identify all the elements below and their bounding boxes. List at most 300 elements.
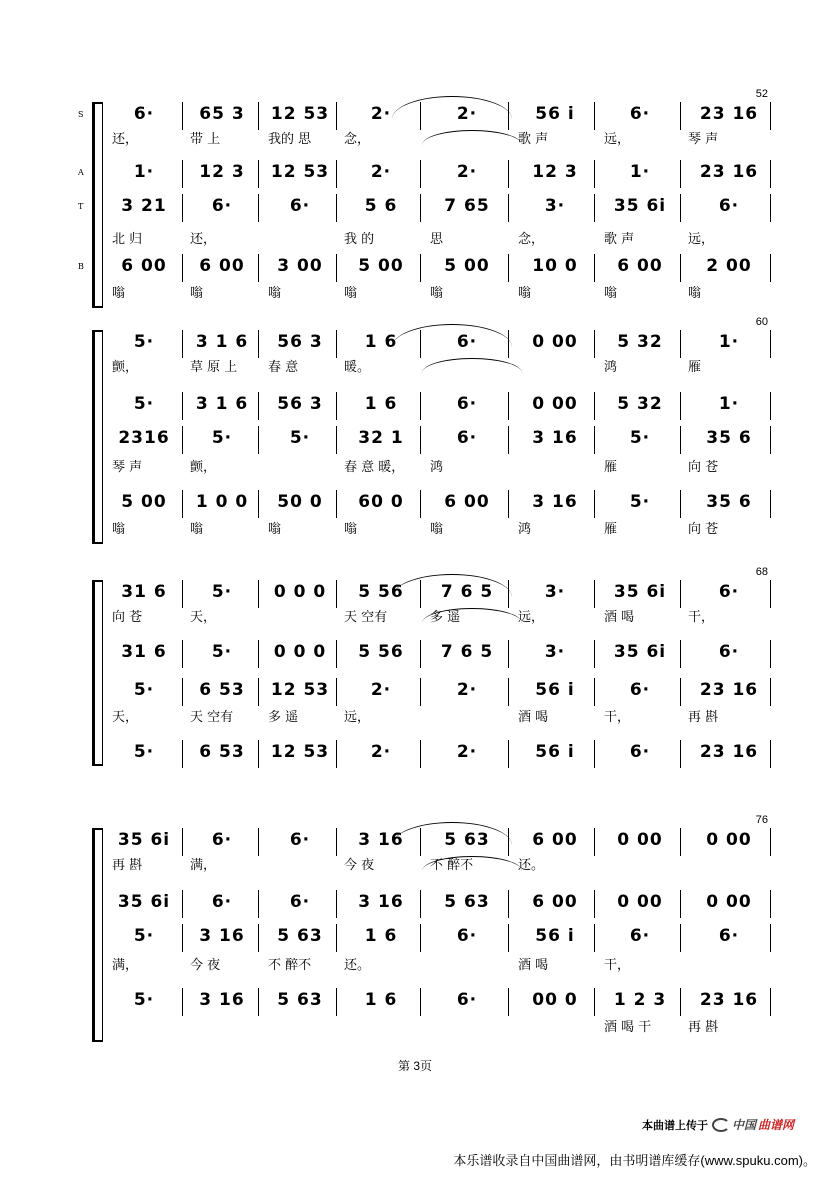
lyric: 嗡 xyxy=(190,522,204,537)
barline xyxy=(508,392,509,420)
barline xyxy=(508,160,509,188)
note-group: 3 1 6 xyxy=(195,394,249,414)
note-group: 65 3 xyxy=(199,104,245,124)
lyric: 雁 xyxy=(688,360,702,375)
barline xyxy=(594,580,595,608)
note-group: 56 3 xyxy=(277,332,323,352)
part-label: A xyxy=(78,168,84,177)
lyric: 远， xyxy=(344,710,371,725)
lyric: 远， xyxy=(688,232,715,247)
note-group: 23 16 xyxy=(699,162,759,182)
lyric: 念， xyxy=(344,132,371,147)
part-label: T xyxy=(78,202,84,211)
note-group: 0 00 xyxy=(617,892,663,912)
barline xyxy=(420,988,421,1016)
notation-row xyxy=(108,194,762,218)
note-group: 5· xyxy=(133,394,155,414)
lyric: 暖。 xyxy=(344,360,371,375)
barline xyxy=(770,490,771,518)
lyric: 鸿 xyxy=(430,460,444,475)
note-group: 6· xyxy=(629,926,651,946)
note-group: 12 53 xyxy=(270,162,330,182)
barline xyxy=(182,890,183,918)
lyric: 酒 喝 xyxy=(518,958,549,973)
slur-arc xyxy=(392,96,512,119)
barline xyxy=(182,160,183,188)
lyric: 远， xyxy=(518,610,545,625)
note-group: 6· xyxy=(133,104,155,124)
lyrics-row xyxy=(108,954,762,972)
note-group: 3 21 xyxy=(121,196,167,216)
note-group: 23 16 xyxy=(699,990,759,1010)
note-group: 1 2 3 xyxy=(613,990,667,1010)
note-group: 1 6 xyxy=(364,990,398,1010)
barline xyxy=(336,426,337,454)
lyric: 我的 思 xyxy=(268,132,312,147)
notation-row xyxy=(108,392,762,416)
barline xyxy=(594,194,595,222)
note-group: 5 63 xyxy=(277,990,323,1010)
lyric: 歌 声 xyxy=(518,132,549,147)
barline xyxy=(420,490,421,518)
barline xyxy=(508,988,509,1016)
note-group: 35 6i xyxy=(613,642,667,662)
lyric: 鸿 xyxy=(518,522,532,537)
lyric: 还， xyxy=(190,232,217,247)
note-group: 31 6 xyxy=(121,642,167,662)
note-group: 1· xyxy=(133,162,155,182)
note-group: 56 i xyxy=(535,742,575,762)
note-group: 12 3 xyxy=(532,162,578,182)
note-group: 35 6i xyxy=(613,582,667,602)
notation-row xyxy=(108,890,762,914)
lyric: 嗡 xyxy=(344,286,358,301)
note-group: 12 53 xyxy=(270,680,330,700)
note-group: 6· xyxy=(718,926,740,946)
note-group: 6· xyxy=(718,196,740,216)
lyric: 嗡 xyxy=(604,286,618,301)
barline xyxy=(680,194,681,222)
barline xyxy=(680,890,681,918)
barline xyxy=(508,890,509,918)
barline xyxy=(594,740,595,768)
barline xyxy=(680,924,681,952)
barline xyxy=(680,988,681,1016)
logo-text-primary: 中国 xyxy=(731,1118,756,1132)
lyric: 琴 声 xyxy=(112,460,143,475)
note-group: 35 6i xyxy=(117,892,171,912)
barline xyxy=(258,102,259,130)
barline xyxy=(258,194,259,222)
note-group: 23 16 xyxy=(699,680,759,700)
note-group: 0 0 0 xyxy=(273,582,327,602)
source-note: 本乐谱收录自中国曲谱网，由书明谱库缓存(www.spuku.com)。 xyxy=(453,1153,816,1168)
note-group: 5· xyxy=(211,428,233,448)
barline xyxy=(336,580,337,608)
note-group: 12 53 xyxy=(270,742,330,762)
system-start-barline xyxy=(102,828,103,1042)
barline xyxy=(594,254,595,282)
note-group: 0 00 xyxy=(706,830,752,850)
lyrics-row xyxy=(108,456,762,474)
site-logo[interactable] xyxy=(712,1116,794,1133)
lyric: 颤， xyxy=(190,460,217,475)
barline xyxy=(336,678,337,706)
note-group: 35 6 xyxy=(706,492,752,512)
barline xyxy=(258,988,259,1016)
system-start-barline xyxy=(102,330,103,544)
note-group: 5· xyxy=(289,428,311,448)
note-group: 3 00 xyxy=(277,256,323,276)
lyric: 思 xyxy=(430,232,444,247)
lyric: 雁 xyxy=(604,522,618,537)
barline xyxy=(182,580,183,608)
lyric: 嗡 xyxy=(190,286,204,301)
note-group: 6· xyxy=(211,830,233,850)
barline xyxy=(770,924,771,952)
note-group: 32 1 xyxy=(358,428,404,448)
lyric: 嗡 xyxy=(430,522,444,537)
barline xyxy=(336,740,337,768)
barline xyxy=(770,102,771,130)
barline xyxy=(258,678,259,706)
note-group: 2· xyxy=(456,680,478,700)
note-group: 6 00 xyxy=(532,892,578,912)
lyric: 琴 声 xyxy=(688,132,719,147)
note-group: 2· xyxy=(370,162,392,182)
measure-number: 52 xyxy=(755,88,768,100)
note-group: 3· xyxy=(544,196,566,216)
lyric: 嗡 xyxy=(112,522,126,537)
note-group: 6· xyxy=(629,680,651,700)
note-group: 35 6 xyxy=(706,428,752,448)
barline xyxy=(258,254,259,282)
note-group: 0 00 xyxy=(706,892,752,912)
lyric: 酒 喝 xyxy=(518,710,549,725)
note-group: 60 0 xyxy=(358,492,404,512)
slur-arc xyxy=(392,574,512,597)
note-group: 6· xyxy=(289,196,311,216)
note-group: 12 53 xyxy=(270,104,330,124)
note-group: 6 53 xyxy=(199,742,245,762)
barline xyxy=(336,330,337,358)
note-group: 5· xyxy=(133,742,155,762)
note-group: 5· xyxy=(133,990,155,1010)
note-group: 2· xyxy=(456,104,478,124)
note-group: 5 00 xyxy=(444,256,490,276)
barline xyxy=(594,678,595,706)
barline xyxy=(680,330,681,358)
lyric: 嗡 xyxy=(268,286,282,301)
lyric: 酒 喝 干 xyxy=(604,1020,652,1035)
barline xyxy=(420,678,421,706)
measure-number: 60 xyxy=(755,316,768,328)
note-group: 6· xyxy=(456,332,478,352)
note-group: 6· xyxy=(629,742,651,762)
barline xyxy=(258,828,259,856)
note-group: 3· xyxy=(544,582,566,602)
barline xyxy=(594,160,595,188)
note-group: 1· xyxy=(629,162,651,182)
barline xyxy=(182,828,183,856)
note-group: 5· xyxy=(133,332,155,352)
note-group: 56 3 xyxy=(277,394,323,414)
barline xyxy=(594,330,595,358)
note-group: 2· xyxy=(456,742,478,762)
notation-row xyxy=(108,988,762,1012)
system-start-barline xyxy=(102,102,103,308)
note-group: 6· xyxy=(211,892,233,912)
lyric: 干， xyxy=(688,610,715,625)
note-group: 3 16 xyxy=(199,990,245,1010)
lyric: 嗡 xyxy=(268,522,282,537)
barline xyxy=(508,640,509,668)
lyric: 念， xyxy=(518,232,545,247)
note-group: 2· xyxy=(370,742,392,762)
lyric: 不 醉不 xyxy=(268,958,312,973)
score-system xyxy=(92,316,768,544)
note-group: 31 6 xyxy=(121,582,167,602)
barline xyxy=(594,890,595,918)
note-group: 1 0 0 xyxy=(195,492,249,512)
lyric: 还。 xyxy=(518,858,545,873)
barline xyxy=(770,254,771,282)
barline xyxy=(680,640,681,668)
barline xyxy=(420,640,421,668)
lyric: 还， xyxy=(112,132,139,147)
note-group: 6 00 xyxy=(121,256,167,276)
note-group: 2· xyxy=(370,104,392,124)
note-group: 7 65 xyxy=(444,196,490,216)
lyric: 还。 xyxy=(344,958,371,973)
note-group: 7 6 5 xyxy=(440,582,494,602)
barline xyxy=(680,828,681,856)
barline xyxy=(594,490,595,518)
note-group: 5 32 xyxy=(617,332,663,352)
note-group: 7 6 5 xyxy=(440,642,494,662)
lyric: 带 上 xyxy=(190,132,221,147)
barline xyxy=(182,194,183,222)
lyric: 不 醉不 xyxy=(430,858,474,873)
barline xyxy=(258,740,259,768)
barline xyxy=(182,490,183,518)
note-group: 35 6i xyxy=(613,196,667,216)
barline xyxy=(680,392,681,420)
barline xyxy=(420,160,421,188)
note-group: 5 56 xyxy=(358,642,404,662)
lyric: 干， xyxy=(604,958,631,973)
lyric: 北 归 xyxy=(112,232,143,247)
barline xyxy=(182,426,183,454)
lyric: 天 空有 xyxy=(344,610,388,625)
note-group: 5· xyxy=(211,642,233,662)
barline xyxy=(420,194,421,222)
note-group: 50 0 xyxy=(277,492,323,512)
logo-icon xyxy=(712,1118,730,1132)
barline xyxy=(336,828,337,856)
lyrics-row xyxy=(108,228,762,246)
lyric: 天， xyxy=(112,710,139,725)
barline xyxy=(182,740,183,768)
note-group: 6 53 xyxy=(199,680,245,700)
barline xyxy=(594,426,595,454)
note-group: 1 6 xyxy=(364,394,398,414)
score-system xyxy=(92,814,768,1042)
note-group: 6· xyxy=(289,892,311,912)
barline xyxy=(420,254,421,282)
barline xyxy=(770,392,771,420)
lyric: 今 夜 xyxy=(344,858,375,873)
note-group: 56 i xyxy=(535,104,575,124)
barline xyxy=(182,924,183,952)
barline xyxy=(508,678,509,706)
barline xyxy=(336,988,337,1016)
barline xyxy=(594,828,595,856)
note-group: 12 3 xyxy=(199,162,245,182)
barline xyxy=(336,490,337,518)
barline xyxy=(508,924,509,952)
note-group: 1 6 xyxy=(364,926,398,946)
note-group: 00 0 xyxy=(532,990,578,1010)
notation-row xyxy=(108,924,762,948)
barline xyxy=(594,102,595,130)
measure-number: 76 xyxy=(755,814,768,826)
barline xyxy=(770,330,771,358)
note-group: 5· xyxy=(211,582,233,602)
lyric: 歌 声 xyxy=(604,232,635,247)
upload-label: 本曲谱上传于 xyxy=(641,1118,708,1132)
note-group: 1· xyxy=(718,394,740,414)
note-group: 2· xyxy=(370,680,392,700)
note-group: 5· xyxy=(629,492,651,512)
note-group: 5 63 xyxy=(444,892,490,912)
barline xyxy=(770,678,771,706)
barline xyxy=(182,640,183,668)
lyric: 颤， xyxy=(112,360,139,375)
barline xyxy=(594,392,595,420)
note-group: 1· xyxy=(718,332,740,352)
note-group: 5 56 xyxy=(358,582,404,602)
barline xyxy=(594,988,595,1016)
notation-row xyxy=(108,490,762,514)
barline xyxy=(680,426,681,454)
note-group: 5 63 xyxy=(444,830,490,850)
barline xyxy=(182,392,183,420)
barline xyxy=(680,490,681,518)
barline xyxy=(508,490,509,518)
note-group: 10 0 xyxy=(532,256,578,276)
barline xyxy=(680,740,681,768)
notation-row xyxy=(108,740,762,764)
lyric: 草 原 上 xyxy=(190,360,238,375)
lyric: 满， xyxy=(190,858,217,873)
note-group: 5 32 xyxy=(617,394,663,414)
note-group: 0 00 xyxy=(532,332,578,352)
logo-text-secondary: 曲谱网 xyxy=(757,1118,794,1132)
barline xyxy=(420,890,421,918)
barline xyxy=(336,194,337,222)
barline xyxy=(336,924,337,952)
note-group: 3 16 xyxy=(358,830,404,850)
barline xyxy=(258,580,259,608)
barline xyxy=(258,490,259,518)
lyric: 向 苍 xyxy=(688,522,719,537)
note-group: 6· xyxy=(289,830,311,850)
notation-row xyxy=(108,640,762,664)
barline xyxy=(770,890,771,918)
note-group: 1 6 xyxy=(364,332,398,352)
note-group: 6 00 xyxy=(444,492,490,512)
note-group: 6· xyxy=(456,428,478,448)
notation-row xyxy=(108,254,762,278)
notation-row xyxy=(108,678,762,702)
slur-arc xyxy=(392,822,512,845)
lyric: 嗡 xyxy=(688,286,702,301)
barline xyxy=(508,194,509,222)
barline xyxy=(770,426,771,454)
note-group: 5 00 xyxy=(121,492,167,512)
note-group: 2· xyxy=(456,162,478,182)
note-group: 6· xyxy=(456,926,478,946)
measure-number: 68 xyxy=(755,566,768,578)
lyric: 再 斟 xyxy=(688,710,719,725)
notation-row xyxy=(108,426,762,450)
barline xyxy=(182,330,183,358)
barline xyxy=(508,426,509,454)
barline xyxy=(680,160,681,188)
barline xyxy=(182,678,183,706)
note-group: 6· xyxy=(718,582,740,602)
barline xyxy=(258,160,259,188)
note-group: 5 63 xyxy=(277,926,323,946)
lyric: 嗡 xyxy=(430,286,444,301)
lyrics-row xyxy=(108,1016,762,1034)
note-group: 3 16 xyxy=(199,926,245,946)
barline xyxy=(258,640,259,668)
barline xyxy=(680,254,681,282)
lyrics-row xyxy=(108,518,762,536)
lyric: 鸿 xyxy=(604,360,618,375)
barline xyxy=(258,426,259,454)
barline xyxy=(420,392,421,420)
barline xyxy=(420,426,421,454)
barline xyxy=(508,254,509,282)
note-group: 56 i xyxy=(535,680,575,700)
barline xyxy=(770,194,771,222)
barline xyxy=(336,160,337,188)
lyric: 春 意 暖， xyxy=(344,460,405,475)
barline xyxy=(770,828,771,856)
barline xyxy=(680,102,681,130)
note-group: 35 6i xyxy=(117,830,171,850)
note-group: 3 1 6 xyxy=(195,332,249,352)
note-group: 3 16 xyxy=(532,428,578,448)
lyric: 远， xyxy=(604,132,631,147)
note-group: 23 16 xyxy=(699,742,759,762)
note-group: 0 00 xyxy=(532,394,578,414)
barline xyxy=(770,740,771,768)
lyric: 再 斟 xyxy=(112,858,143,873)
lyric: 今 夜 xyxy=(190,958,221,973)
lyric: 向 苍 xyxy=(688,460,719,475)
note-group: 5· xyxy=(629,428,651,448)
lyrics-row xyxy=(108,282,762,300)
score-system xyxy=(92,566,768,766)
lyric: 嗡 xyxy=(518,286,532,301)
lyric: 春 意 xyxy=(268,360,299,375)
note-group: 0 0 0 xyxy=(273,642,327,662)
lyric: 多 遥 xyxy=(430,610,461,625)
